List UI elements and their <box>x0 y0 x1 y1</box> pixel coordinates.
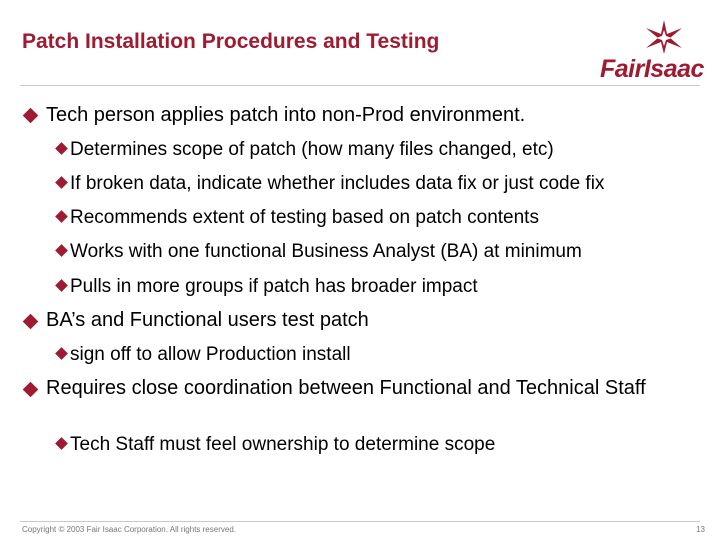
sub-bullet-text: Works with one functional Business Analyst (BA) at minimum <box>70 241 582 262</box>
sub-bullet-diamond-icon <box>55 279 68 292</box>
footer-copyright: Copyright © 2003 Fair Isaac Corporation. All rights reserved. <box>22 525 236 534</box>
sub-bullet-text: Pulls in more groups if patch has broader impact <box>70 276 478 297</box>
sub-bullet-diamond-icon <box>55 142 68 155</box>
bullet-diamond-icon <box>23 314 39 330</box>
sub-bullet-text: Determines scope of patch (how many files changed, etc) <box>70 139 554 160</box>
sub-bullet-diamond-icon <box>55 244 68 257</box>
sub-bullet-diamond-icon <box>55 176 68 189</box>
title-divider <box>20 85 700 86</box>
sub-bullet-diamond-icon <box>55 347 68 360</box>
sub-bullet-text: If broken data, indicate whether includes data fix or just code fix <box>70 173 605 194</box>
footer-divider <box>20 521 700 522</box>
bullet-text: Tech person applies patch into non-Prod environment. <box>46 104 526 126</box>
sub-bullet-text: sign off to allow Production install <box>70 344 351 365</box>
star-emblem-icon <box>642 18 686 56</box>
sub-bullet-text: Tech Staff must feel ownership to determine scope <box>70 434 496 455</box>
bullet-diamond-icon <box>23 108 39 124</box>
logo <box>598 18 708 83</box>
sub-bullet-diamond-icon <box>55 437 68 450</box>
sub-bullet-diamond-icon <box>55 210 68 223</box>
slide-title: Patch Installation Procedures and Testing <box>22 30 440 53</box>
bullet-diamond-icon <box>23 382 39 398</box>
page-number: 13 <box>696 525 705 534</box>
bullet-text: BA’s and Functional users test patch <box>46 309 369 331</box>
sub-bullet-text: Recommends extent of testing based on patch contents <box>70 207 539 228</box>
logo-wordmark: FairIsaac <box>600 55 704 83</box>
bullet-text: Requires close coordination between Functional and Technical Staff <box>46 377 646 399</box>
